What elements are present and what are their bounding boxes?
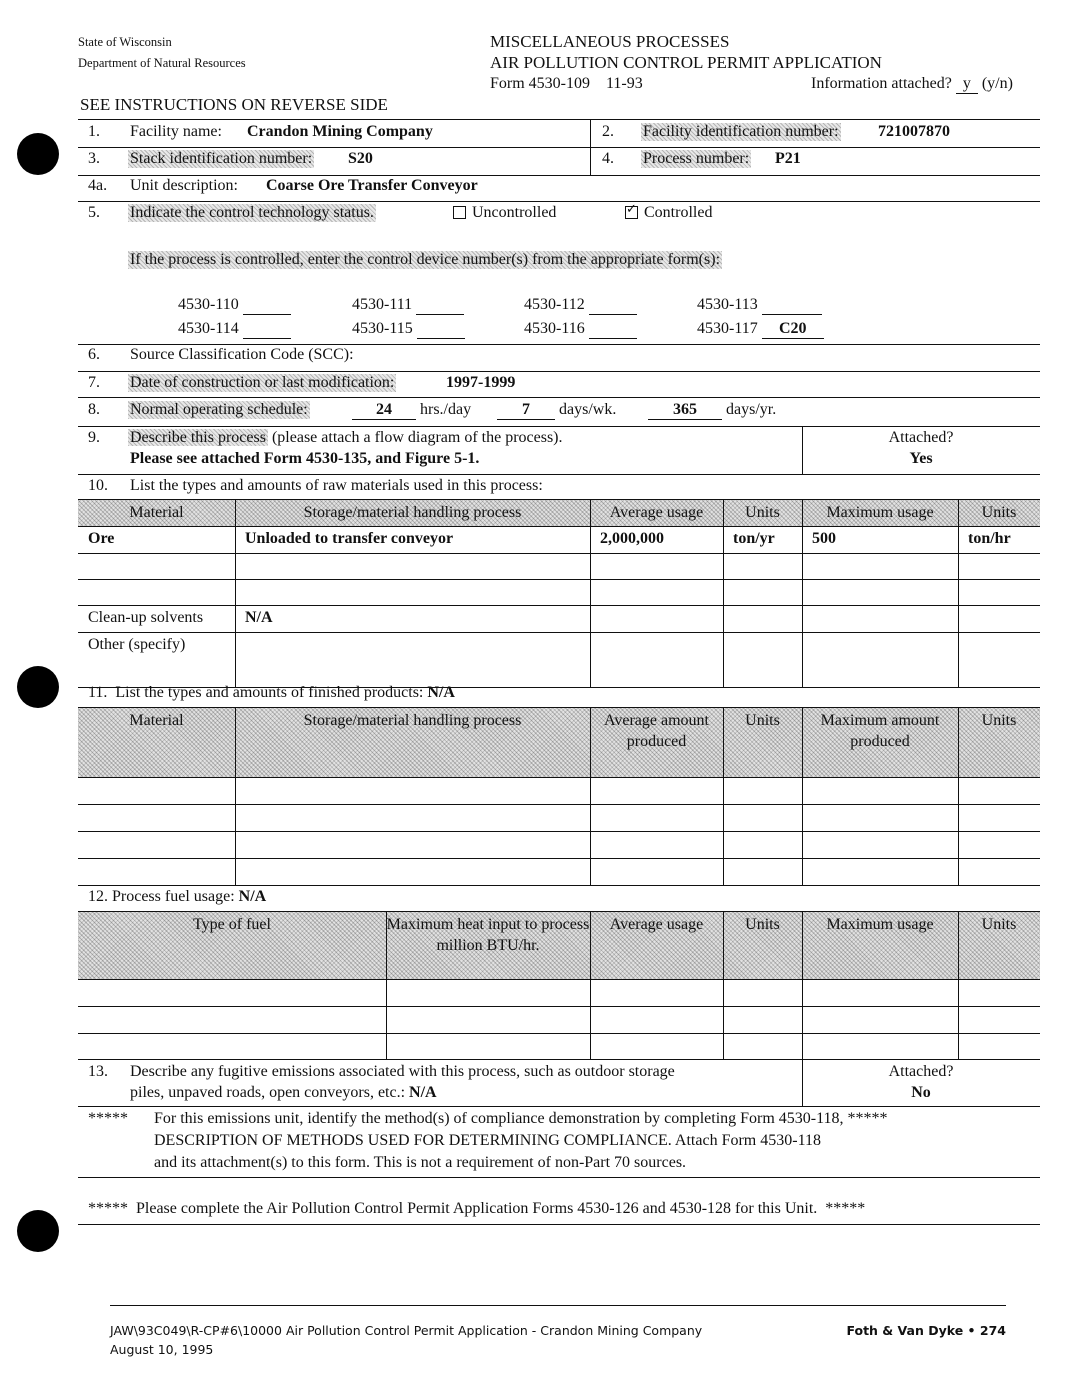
item6-num: 6.: [88, 346, 100, 363]
unit-description-value[interactable]: Coarse Ore Transfer Conveyor: [266, 177, 478, 194]
days-week-unit: days/wk.: [559, 401, 617, 418]
column-divider: [723, 707, 724, 885]
controlled-checkbox[interactable]: [625, 201, 638, 219]
rule: [78, 147, 1040, 148]
item13-label-line2: [130, 1084, 437, 1102]
compliance-line3: and its attachment(s) to this form. This is not a requirement of non-Part 70 sources.: [154, 1154, 687, 1171]
item13-label-line2-text: piles, unpaved roads, open conveyors, etc.:: [130, 1084, 406, 1101]
item13-label-line1: Describe any fugitive emissions associated with this process, such as outdoor storage: [130, 1063, 675, 1080]
stars-left-1: *****: [88, 1110, 128, 1127]
days-per-year-value[interactable]: 365: [648, 401, 722, 420]
control-device-number-field[interactable]: [416, 296, 464, 315]
rule: [78, 426, 1040, 427]
item13-num: 13.: [88, 1063, 108, 1080]
item6-label: Source Classification Code (SCC):: [130, 346, 354, 363]
control-form-label: 4530-117: [697, 320, 758, 337]
column-divider: [590, 911, 591, 1059]
footer-company-page: Foth & Van Dyke • 274: [846, 1323, 1006, 1338]
rule: [78, 119, 1040, 120]
control-form-label: 4530-114: [178, 320, 239, 337]
raw-materials-cell-r3-c0: Clean-up solvents: [88, 609, 204, 626]
fuel-usage-header-4: Maximum usage: [826, 916, 934, 933]
raw-materials-cell-r3-c1[interactable]: N/A: [245, 609, 273, 626]
punch-hole-middle: [17, 666, 59, 708]
form-date: 11-93: [606, 75, 643, 92]
raw-materials-cell-r4-c0: Other (specify): [88, 636, 186, 653]
rule: [78, 777, 1040, 778]
footer-date: August 10, 1995: [110, 1342, 214, 1357]
rule: [78, 632, 1040, 633]
item5-instruction: If the process is controlled, enter the control device number(s) from the appropriate form(s):: [130, 251, 721, 268]
control-form-label: 4530-111: [352, 296, 413, 313]
raw-materials-cell-r0-c2[interactable]: 2,000,000: [600, 530, 664, 547]
finished-products-header-1: Storage/material handling process: [303, 712, 522, 729]
footer-path: JAW\93C049\R-CP#6\10000 Air Pollution Control Permit Application - Crandon Mining Company: [110, 1323, 703, 1338]
fuel-usage-value[interactable]: N/A: [238, 888, 267, 905]
rule: [78, 1224, 1040, 1225]
punch-hole-top: [17, 133, 59, 175]
item2-label: Facility identification number:: [643, 123, 839, 140]
hours-per-day: [352, 401, 471, 420]
item8-label: Normal operating schedule:: [130, 401, 308, 418]
control-device-form-4530-114: [178, 320, 291, 339]
finished-products-header-2: Average amount produced: [604, 712, 709, 750]
item9-label-rest: (please attach a flow diagram of the process).: [271, 429, 563, 446]
rule: [78, 397, 1040, 398]
item12-line: [88, 888, 266, 906]
instructions-note: SEE INSTRUCTIONS ON REVERSE SIDE: [80, 95, 388, 114]
item5-label: Indicate the control technology status.: [130, 204, 374, 221]
rule: [78, 707, 1040, 708]
column-divider: [958, 911, 959, 1059]
control-form-label: 4530-116: [524, 320, 585, 337]
hours-unit: hrs./day: [420, 401, 472, 418]
rule: [78, 1106, 1040, 1107]
compliance-line1: For this emissions unit, identify the method(s) of compliance demonstration by completing Form 4530-118,: [154, 1110, 844, 1127]
form-title-2: AIR POLLUTION CONTROL PERMIT APPLICATION: [490, 53, 882, 72]
control-device-number-field[interactable]: [589, 320, 637, 339]
compliance-note-line1: [154, 1110, 888, 1128]
rule: [78, 911, 1040, 912]
item9-num: 9.: [88, 429, 100, 446]
rule: [78, 371, 1040, 372]
column-divider: [386, 911, 387, 1059]
form-title-1: MISCELLANEOUS PROCESSES: [490, 32, 730, 51]
item5-num: 5.: [88, 204, 100, 221]
info-attached-suffix: (y/n): [981, 75, 1013, 92]
item11-num: 11.: [88, 684, 108, 701]
finished-products-header-0: Material: [129, 712, 184, 729]
control-device-number-field[interactable]: [762, 296, 822, 315]
control-device-number-field[interactable]: [417, 320, 465, 339]
item3-label: Stack identification number:: [130, 150, 313, 167]
control-form-label: 4530-110: [178, 296, 239, 313]
info-attached-label: Information attached?: [811, 75, 952, 92]
rule: [78, 1059, 1040, 1060]
stars-right-2: *****: [825, 1200, 866, 1217]
fugitive-emissions-value[interactable]: N/A: [409, 1084, 437, 1101]
facility-id-value[interactable]: 721007870: [878, 123, 950, 140]
fuel-usage-header-0: Type of fuel: [193, 916, 271, 933]
rule: [78, 201, 1040, 202]
item1-num: 1.: [88, 123, 100, 140]
rule: [78, 687, 1040, 688]
control-device-number-field[interactable]: C20: [762, 320, 824, 339]
rule: [78, 831, 1040, 832]
fuel-usage-header-2: Average usage: [609, 916, 704, 933]
fuel-usage-header-3: Units: [745, 916, 780, 933]
item10-num: 10.: [88, 477, 108, 494]
check-mark-icon: ✓: [626, 201, 637, 217]
rule: [78, 1033, 1040, 1034]
raw-materials-cell-r0-c1[interactable]: Unloaded to transfer conveyor: [245, 530, 454, 547]
column-divider: [590, 707, 591, 885]
rule: [78, 579, 1040, 580]
finished-products-header-5: Units: [981, 712, 1017, 729]
rule: [78, 474, 1040, 475]
control-device-form-4530-110: [178, 296, 291, 315]
stars-left-2: *****: [88, 1200, 128, 1217]
construction-date-value[interactable]: 1997-1999: [446, 374, 516, 391]
facility-name-value[interactable]: Crandon Mining Company: [247, 123, 433, 140]
control-form-label: 4530-115: [352, 320, 413, 337]
rule: [78, 1006, 1040, 1007]
item9-attached-label: Attached?: [888, 429, 954, 446]
control-form-label: 4530-113: [697, 296, 758, 313]
control-device-number-field[interactable]: [243, 296, 291, 315]
rule: [78, 979, 1040, 980]
item3-num: 3.: [88, 150, 100, 167]
punch-hole-bottom: [17, 1210, 59, 1252]
controlled-label: Controlled: [644, 204, 713, 221]
rule: [78, 858, 1040, 859]
item9-label: Describe this process: [130, 429, 266, 446]
stars-right-1: *****: [847, 1110, 888, 1127]
item2-num: 2.: [602, 123, 614, 140]
finished-products-value[interactable]: N/A: [427, 684, 455, 701]
item8-num: 8.: [88, 401, 100, 418]
item4a-num: 4a.: [88, 177, 108, 194]
state-label: State of Wisconsin: [78, 35, 172, 49]
raw-materials-cell-r0-c5[interactable]: ton/hr: [968, 530, 1011, 547]
complete-forms-note: [88, 1200, 865, 1218]
item4-num: 4.: [602, 150, 614, 167]
control-device-form-4530-117: [697, 320, 824, 339]
fuel-usage-header-1: Maximum heat input to process million BTU/hr.: [386, 916, 590, 954]
department-label: Department of Natural Resources: [78, 56, 246, 70]
rule: [78, 553, 1040, 554]
finished-products-header-3: Units: [745, 712, 780, 729]
item13-attached-label: Attached?: [888, 1063, 954, 1080]
uncontrolled-option[interactable]: [453, 204, 556, 222]
rule: [78, 605, 1040, 606]
process-description-value[interactable]: Please see attached Form 4530-135, and Figure 5-1.: [130, 450, 480, 467]
control-device-form-4530-113: [697, 296, 822, 315]
item1-label: Facility name:: [130, 123, 222, 140]
process-number-value[interactable]: P21: [775, 150, 801, 167]
column-divider: [802, 707, 803, 885]
info-attached: [811, 75, 1013, 94]
column-divider: [235, 707, 236, 885]
form-number: [490, 75, 643, 93]
column-divider: [590, 499, 591, 687]
column-divider: [958, 707, 959, 885]
column-divider: [802, 911, 803, 1059]
raw-materials-cell-r0-c0[interactable]: Ore: [88, 530, 115, 547]
rule: [78, 526, 1040, 527]
rule: [78, 804, 1040, 805]
info-attached-value[interactable]: y: [956, 75, 978, 94]
compliance-line2: DESCRIPTION OF METHODS USED FOR DETERMINING COMPLIANCE. Attach Form 4530-118: [154, 1132, 821, 1149]
controlled-option[interactable]: [625, 201, 713, 222]
rule: [78, 1177, 1040, 1178]
control-device-form-4530-115: [352, 320, 465, 339]
control-device-form-4530-111: [352, 296, 464, 315]
item7-label: Date of construction or last modification:: [130, 374, 395, 391]
column-divider: [723, 499, 724, 687]
finished-products-header-4: Maximum amount produced: [820, 712, 940, 750]
item4a-label: Unit description:: [130, 177, 238, 194]
column-divider: [723, 911, 724, 1059]
item12-label: Process fuel usage:: [112, 888, 235, 905]
raw-materials-cell-r0-c4[interactable]: 500: [812, 530, 836, 547]
days-per-year: [648, 401, 776, 420]
hours-per-day-value[interactable]: 24: [352, 401, 416, 420]
days-year-unit: days/yr.: [726, 401, 777, 418]
item11-label: List the types and amounts of finished products:: [115, 684, 424, 701]
column-divider: [958, 499, 959, 687]
column-divider: [802, 499, 803, 687]
rule: [78, 344, 1040, 345]
control-device-number-field[interactable]: [243, 320, 291, 339]
complete-forms-text: Please complete the Air Pollution Control Permit Application Forms 4530-126 and 4530-128 for this Unit.: [136, 1200, 818, 1217]
column-divider: [235, 499, 236, 687]
rule: [78, 885, 1040, 886]
rule: [78, 175, 1040, 176]
stack-id-value[interactable]: S20: [348, 150, 373, 167]
uncontrolled-checkbox[interactable]: [453, 206, 466, 219]
form-number-text: Form 4530-109: [490, 75, 590, 92]
control-device-number-field[interactable]: [589, 296, 637, 315]
fuel-usage-header-5: Units: [981, 916, 1017, 933]
item9-attached-value[interactable]: Yes: [909, 450, 933, 467]
control-device-form-4530-116: [524, 320, 637, 339]
item4-label: Process number:: [643, 150, 750, 167]
raw-materials-header-4: Maximum usage: [826, 504, 934, 521]
raw-materials-header-0: Material: [129, 504, 184, 521]
rule: [78, 499, 1040, 500]
raw-materials-cell-r0-c3[interactable]: ton/yr: [733, 530, 775, 547]
days-per-week: [497, 401, 616, 420]
item9-label-line: [128, 429, 563, 447]
item10-label: List the types and amounts of raw materials used in this process:: [130, 477, 543, 494]
control-device-form-4530-112: [524, 296, 637, 315]
raw-materials-header-3: Units: [745, 504, 780, 521]
raw-materials-header-1: Storage/material handling process: [303, 504, 522, 521]
uncontrolled-label: Uncontrolled: [472, 204, 557, 221]
footer-rule: [110, 1305, 1006, 1306]
raw-materials-header-5: Units: [981, 504, 1017, 521]
item7-num: 7.: [88, 374, 100, 391]
raw-materials-header-2: Average usage: [609, 504, 704, 521]
item12-num: 12.: [88, 888, 108, 905]
item13-attached-value[interactable]: No: [911, 1084, 931, 1101]
control-form-label: 4530-112: [524, 296, 585, 313]
days-per-week-value[interactable]: 7: [497, 401, 555, 420]
